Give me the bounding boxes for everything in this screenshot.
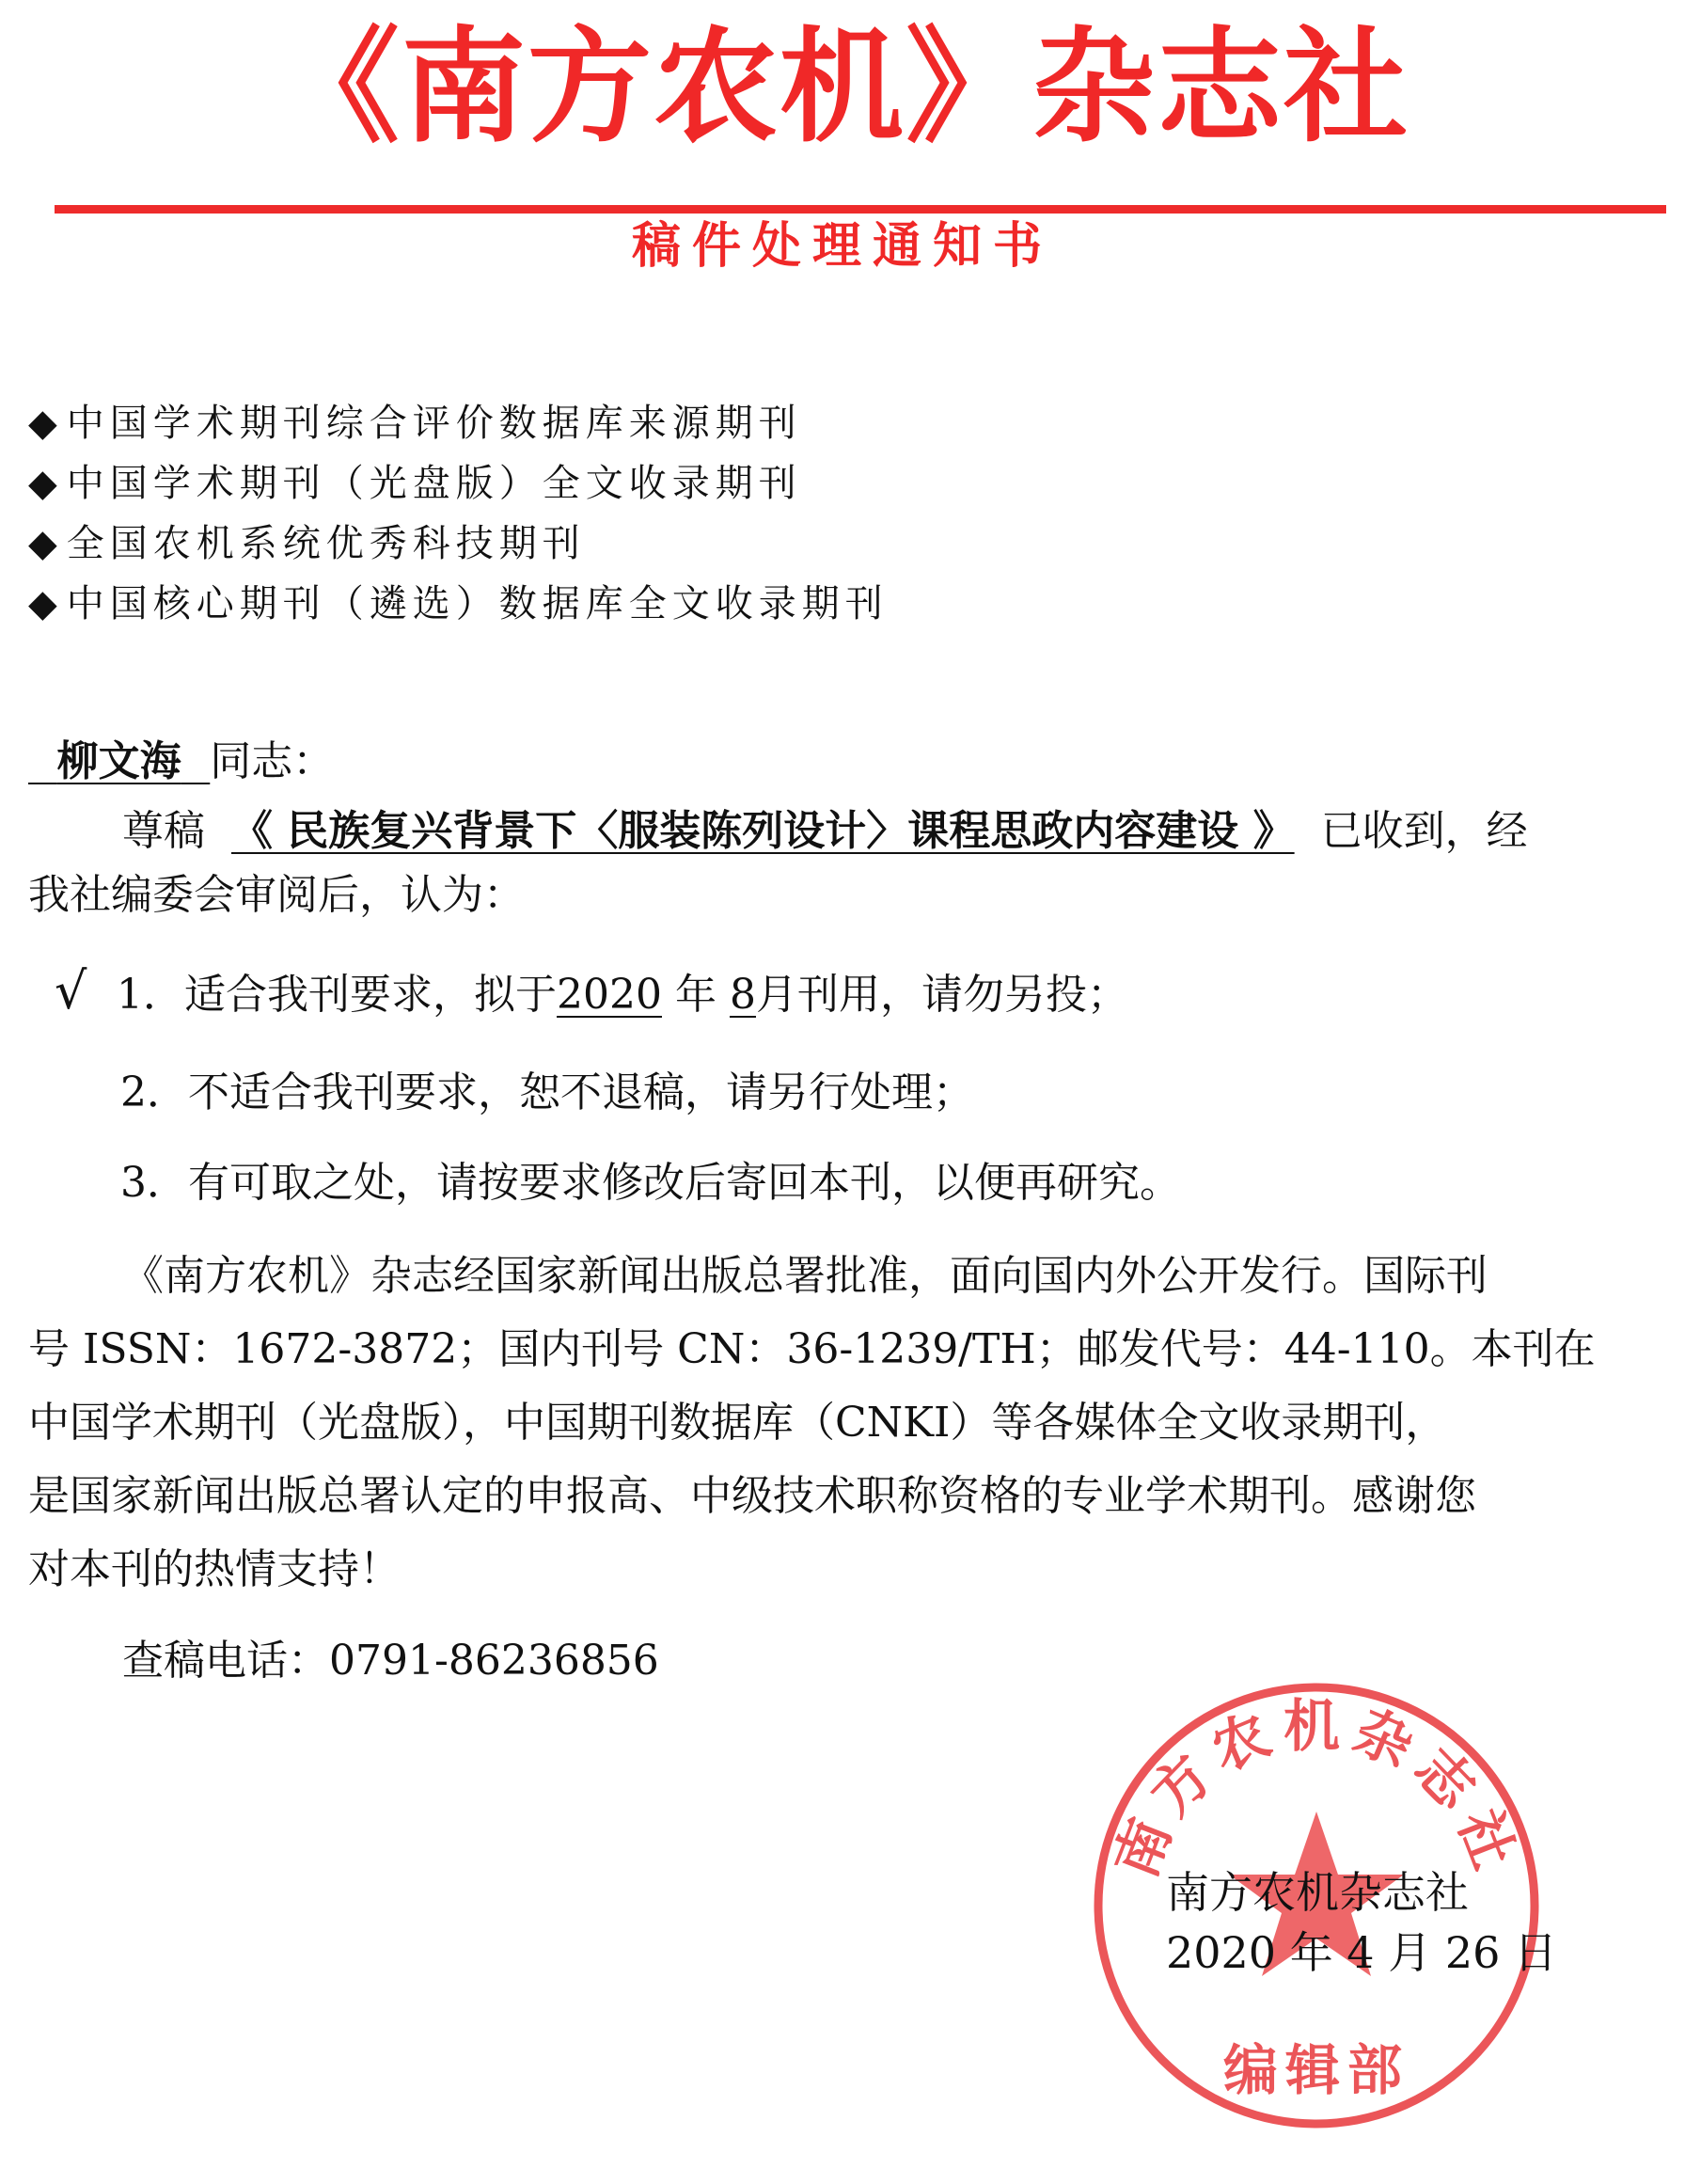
option-2: 2．不适合我刊要求，恕不退稿，请另行处理； — [120, 1068, 974, 1116]
header-rule — [55, 205, 1666, 214]
credential-item: ◆ 中国核心期刊（遴选）数据库全文收录期刊 — [28, 574, 889, 634]
phone-line: 查稿电话：0791-86236856 — [122, 1637, 659, 1685]
credential-list — [28, 393, 889, 634]
seal-ring-text: 南方农机杂志社 — [1102, 1693, 1531, 1887]
diamond-bullet-icon: ◆ — [28, 402, 63, 445]
credential-item: ◆ 全国农机系统优秀科技期刊 — [28, 514, 889, 574]
diamond-bullet-icon: ◆ — [28, 462, 63, 505]
publish-month: 8 — [729, 971, 756, 1019]
signature-block — [1166, 1862, 1557, 1983]
signature-date: 2020 年 4 月 26 日 — [1166, 1927, 1557, 1978]
credential-item: ◆ 中国学术期刊（光盘版）全文收录期刊 — [28, 453, 889, 514]
credential-item: ◆ 中国学术期刊综合评价数据库来源期刊 — [28, 393, 889, 453]
about-paragraph: 《南方农机》杂志经国家新闻出版总署批准，面向国内外公开发行。国际刊 号 ISSN：1672-3872；国内刊号 CN：36-1239/TH；邮发代号：44-110。本刊在 中国学术期刊（光盘版），中国期刊数据库（CNKI）等各媒体全文收录期刊， 是国家新闻出版总署认定的申报高、中级技术职称资格的专业学术期刊。感谢您 对本刊的热情支持！ — [28, 1252, 1596, 1593]
publish-year: 2020 — [557, 971, 662, 1019]
diamond-bullet-icon: ◆ — [28, 582, 63, 625]
document-subtitle: 稿件处理通知书 — [631, 217, 1053, 275]
document-title: 《南方农机》杂志社 — [276, 15, 1409, 160]
checkmark-icon: √ — [55, 961, 87, 1021]
option-1: √ 1．适合我刊要求，拟于2020 年 8月刊用，请勿另投； — [55, 959, 1674, 1027]
intro-paragraph: 尊稿 《 民族复兴背景下〈服装陈列设计〉课程思政内容建设 》 已收到，经 我社编委会审阅后，认为： — [28, 807, 1528, 919]
signature-org: 南方农机杂志社 — [1166, 1867, 1469, 1918]
option-3: 3．有可取之处，请按要求修改后寄回本刊，以便再研究。 — [120, 1159, 1181, 1207]
article-title: 《 民族复兴背景下〈服装陈列设计〉课程思政内容建设 》 — [230, 807, 1295, 855]
salutation: 柳文海 同志： — [28, 730, 1647, 794]
seal-bottom-text: 编辑部 — [1222, 2038, 1410, 2102]
recipient-name: 柳文海 — [56, 737, 181, 785]
diamond-bullet-icon: ◆ — [28, 522, 63, 565]
